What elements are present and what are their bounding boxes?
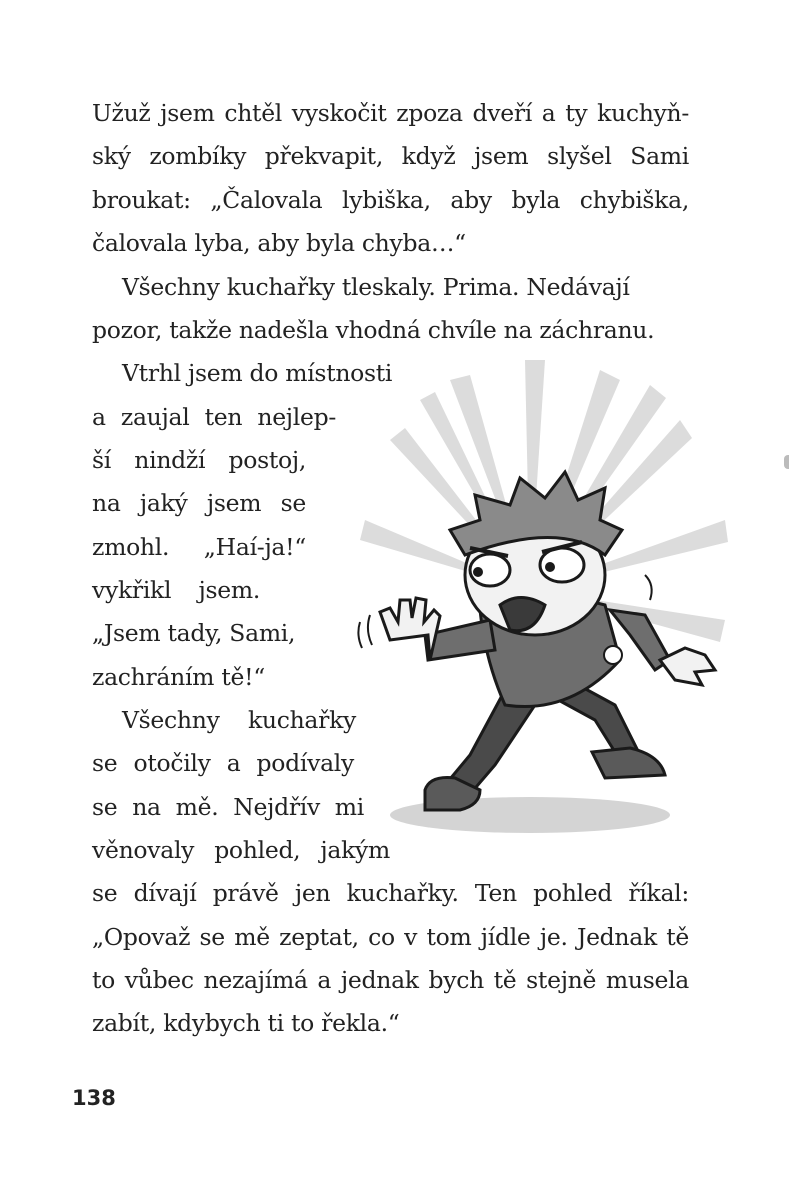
text-line: to vůbec nezajímá a jednak bych tě stejně musela: [92, 966, 689, 994]
text-line: a zaujal ten nejlep-: [92, 403, 336, 431]
text-line: broukat: „Čalovala lybiška, aby byla chybiška,: [92, 186, 689, 214]
text-line: čalovala lyba, aby byla chyba…“: [92, 229, 466, 257]
text-line: zabít, kdybych ti to řekla.“: [92, 1009, 400, 1037]
shirt-logo-icon: [604, 646, 622, 664]
text-line: ší nindží postoj,: [92, 446, 306, 474]
page-edge-mark: [784, 455, 789, 469]
text-line: věnovaly pohled, jakým: [92, 836, 390, 864]
text-line: vykřikl jsem.: [92, 576, 260, 604]
text-line: Užuž jsem chtěl vyskočit zpoza dveří a ty kuchyň-: [92, 99, 689, 127]
page-number: 138: [72, 1086, 116, 1110]
text-line: Všechny kuchařky tleskaly. Prima. Nedávají: [122, 273, 630, 301]
text-line: „Opovaž se mě zeptat, co v tom jídle je. Jednak tě: [92, 923, 689, 951]
text-line: zachráním tě!“: [92, 663, 265, 691]
text-line: „Jsem tady, Sami,: [92, 619, 296, 647]
text-line: zmohl. „Haí-ja!“: [92, 533, 306, 561]
text-line: Vtrhl jsem do místnosti: [122, 359, 393, 387]
left-hand-icon: [380, 598, 440, 660]
text-line: ský zombíky překvapit, když jsem slyšel Sami: [92, 142, 689, 170]
cartoon-boy-ninja-pose-icon: [330, 360, 730, 850]
text-line: Všechny kuchařky: [122, 706, 356, 734]
text-line: se na mě. Nejdřív mi: [92, 793, 364, 821]
text-line: pozor, takže nadešla vhodná chvíle na záchranu.: [92, 316, 655, 344]
text-line: se otočily a podívaly: [92, 749, 354, 777]
text-line: na jaký jsem se: [92, 489, 306, 517]
text-line: se dívají právě jen kuchařky. Ten pohled říkal:: [92, 879, 689, 907]
right-hand-icon: [660, 648, 715, 685]
